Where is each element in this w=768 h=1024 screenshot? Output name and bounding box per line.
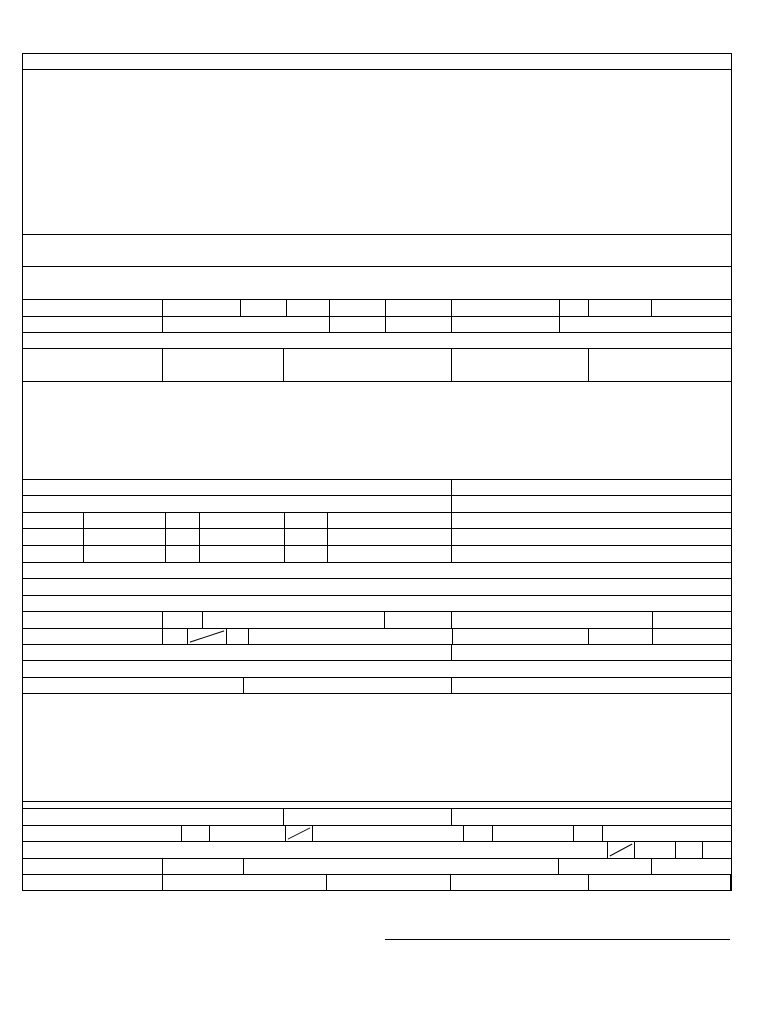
insurance-label: [22, 875, 163, 891]
member-question: [22, 842, 612, 858]
blank-cell: [163, 859, 244, 874]
station-header: [452, 480, 731, 513]
from-year-header: [166, 513, 200, 528]
gsis-label: [327, 875, 451, 891]
address-label: [22, 267, 202, 284]
station-value: [452, 529, 731, 545]
sex-label: [330, 300, 386, 316]
dep-header-education: [452, 349, 589, 381]
signature-line: [385, 939, 730, 940]
blood-o-checkbox[interactable]: [573, 826, 603, 841]
barangay-caption: [380, 284, 440, 299]
volunteer-checkbox[interactable]: [653, 612, 731, 628]
date-accomplished: [386, 974, 622, 986]
total-dependents-label: [364, 333, 564, 348]
address-municipality: [457, 267, 527, 284]
lgu-checkbox[interactable]: [163, 612, 203, 628]
training-conducted-header: [452, 678, 731, 693]
blank-cell: [200, 546, 285, 562]
to-year-header: [328, 513, 452, 528]
blank-cell: [285, 546, 328, 562]
section-a-heading: [22, 53, 731, 69]
dob-value: [163, 300, 241, 316]
religion-label: [588, 300, 652, 316]
occupation-label: [452, 317, 560, 332]
from-year: [166, 529, 200, 545]
province-caption: [570, 284, 625, 299]
philhealth-value: [163, 875, 327, 891]
how-much-label: [249, 629, 452, 644]
age-label: [241, 300, 287, 316]
dependents-label: [22, 333, 163, 348]
bhw-middle-name: [452, 235, 547, 252]
bhw-first-name: [322, 235, 412, 252]
age-value: [287, 300, 330, 316]
source-label: [589, 629, 653, 644]
volunteer-label: [562, 612, 653, 628]
street-caption: [307, 284, 357, 299]
occupation-value: [560, 317, 731, 332]
blood-a-checkbox[interactable]: [182, 826, 210, 841]
from-month-header: [22, 513, 84, 528]
number-caption: [227, 284, 277, 299]
check-mark-icon: [608, 842, 634, 858]
section-b-heading: [22, 219, 731, 234]
supervisor-label: [22, 645, 452, 660]
households-row: [22, 579, 731, 595]
dob-label: [22, 300, 163, 316]
first-caption: [337, 252, 392, 266]
training-title-header: [22, 678, 244, 693]
spouse-name: [163, 317, 330, 332]
id-value: [652, 859, 731, 874]
middle-caption: [482, 252, 537, 266]
dep-header-occupation: [589, 349, 731, 381]
education-value: [284, 809, 452, 825]
bhw-last-name: [177, 235, 272, 252]
from-day: [84, 529, 166, 545]
certificate-label: [244, 859, 559, 874]
blank-cell: [635, 842, 675, 858]
blood-o: [493, 826, 573, 841]
to-month: [200, 529, 285, 545]
spouse-age-value: [386, 317, 452, 332]
honorarium-yes: [163, 629, 187, 644]
position-label: [452, 645, 731, 660]
training-date-header: [244, 678, 452, 693]
lhb-registered: [203, 612, 385, 628]
dep-header-dob: [284, 349, 452, 381]
address-barangay: [372, 267, 442, 284]
honorarium-label: [22, 629, 163, 644]
noted-by: [24, 974, 184, 986]
id-label: [559, 859, 652, 874]
member-yes-checkbox[interactable]: [607, 842, 635, 858]
other-label: [589, 875, 731, 891]
bhw-name-label: [22, 235, 202, 252]
dep-header-relationship: [163, 349, 284, 381]
blood-a: [132, 826, 182, 841]
blank-cell: [84, 546, 166, 562]
address-province: [567, 267, 607, 284]
to-year: [328, 529, 452, 545]
blood-type-label: [22, 826, 132, 841]
section-d-heading: [22, 661, 731, 677]
sex-value: [386, 300, 452, 316]
lhb-checkbox[interactable]: [385, 612, 452, 628]
year-started-label: [22, 859, 163, 874]
sss-label: [451, 875, 589, 891]
civil-status-value: [560, 300, 588, 316]
blood-ab: [313, 826, 463, 841]
honorarium-yes-checkbox[interactable]: [187, 629, 227, 644]
blood-b-checkbox[interactable]: [285, 826, 313, 841]
spouse-label: [22, 317, 163, 332]
certified-by: [24, 925, 174, 937]
how-much-value: [452, 629, 589, 644]
civil-status-label: [452, 300, 560, 316]
section-e-heading: [22, 792, 731, 808]
check-mark-icon: [188, 629, 226, 644]
dep-header-name: [22, 349, 163, 381]
blank-cell: [22, 546, 84, 562]
education-label: [22, 809, 284, 825]
blank-cell: [166, 546, 200, 562]
source-value: [653, 629, 731, 644]
from-day-header: [84, 513, 166, 528]
spouse-age-label: [330, 317, 386, 332]
lgu-appointment: [22, 612, 163, 628]
check-mark-icon: [286, 826, 312, 841]
from-month: [22, 529, 84, 545]
address-street: [297, 267, 352, 284]
status-label: [22, 596, 731, 611]
blank-cell: [328, 546, 452, 562]
member-no-checkbox[interactable]: [675, 842, 703, 858]
to-day-header: [285, 513, 328, 528]
to-month-header: [200, 513, 285, 528]
blood-ab-checkbox[interactable]: [463, 826, 493, 841]
section-c-heading: [22, 463, 731, 479]
religion-value: [652, 300, 731, 316]
to-day: [285, 529, 328, 545]
last-caption: [212, 252, 267, 266]
honorarium-no-checkbox[interactable]: [227, 629, 249, 644]
blood-b: [210, 826, 285, 841]
municipality-caption: [467, 284, 547, 299]
